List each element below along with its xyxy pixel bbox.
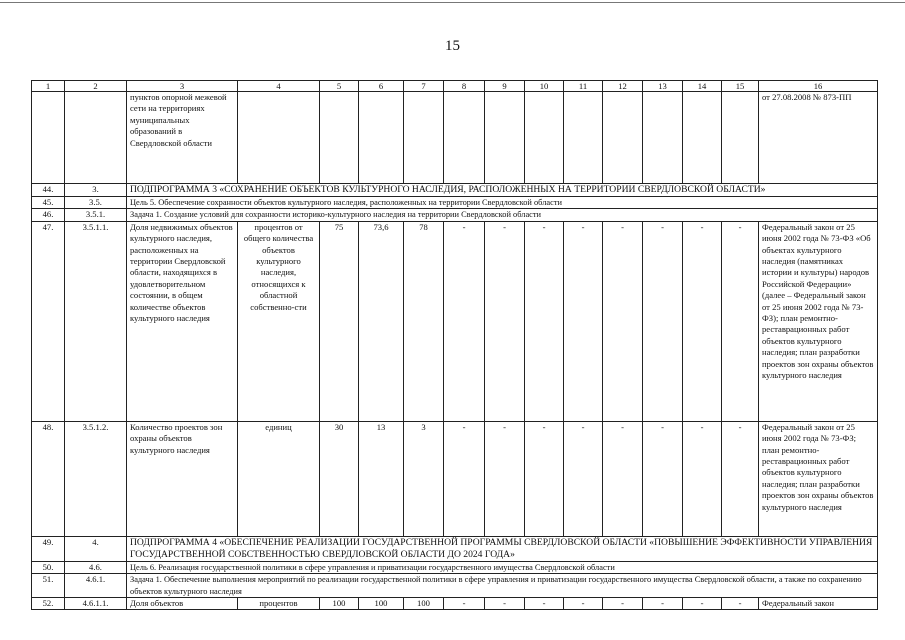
task-row: [32, 209, 878, 221]
value: -: [603, 421, 643, 536]
subprogram-title: ПОДПРОГРАММА 4 «ОБЕСПЕЧЕНИЕ РЕАЛИЗАЦИИ ГОСУДАРСТВЕННОЙ ПРОГРАММЫ СВЕРДЛОВСКОЙ ОБЛАСТИ «ПОВЫШЕНИЕ ЭФФЕКТИВНОСТИ УПРАВЛЕНИЯ ГОСУДАРСТВЕННОЙ СОБСТВЕННОСТЬЮ СВЕРДЛОВСКОЙ ОБЛАСТИ ДО 2024 ГОДА»: [127, 536, 878, 561]
col-number: 2: [65, 81, 127, 92]
value: -: [722, 221, 759, 421]
source-document: Федеральный закон: [759, 598, 878, 610]
value: -: [643, 221, 683, 421]
value: 100: [320, 598, 359, 610]
subprogram-title: ПОДПРОГРАММА 3 «СОХРАНЕНИЕ ОБЪЕКТОВ КУЛЬТУРНОГО НАСЛЕДИЯ, РАСПОЛОЖЕННЫХ НА ТЕРРИТОРИИ СВЕРДЛОВСКОЙ ОБЛАСТИ»: [127, 184, 878, 197]
value: -: [444, 421, 485, 536]
table-row: [32, 92, 878, 184]
goal-row: [32, 197, 878, 209]
source-document: от 27.08.2008 № 873-ПП: [759, 92, 878, 184]
task-row: [32, 574, 878, 598]
value: -: [485, 598, 525, 610]
row-code: 3.5.1.2.: [65, 421, 127, 536]
value: -: [444, 598, 485, 610]
row-number: 45.: [32, 197, 65, 209]
row-number: 47.: [32, 221, 65, 421]
value: -: [564, 598, 603, 610]
row-code: 3.5.1.: [65, 209, 127, 221]
unit: процентов: [238, 598, 320, 610]
value: -: [525, 221, 564, 421]
row-number: 51.: [32, 574, 65, 598]
row-number: 50.: [32, 561, 65, 573]
indicator-row: [32, 421, 878, 536]
goal-text: Цель 6. Реализация государственной политики в сфере управления и приватизации государственного имущества Свердловской области: [127, 561, 878, 573]
row-code: 4.6.1.: [65, 574, 127, 598]
value: -: [683, 421, 722, 536]
value: -: [485, 221, 525, 421]
subprogram-row: [32, 536, 878, 561]
value: -: [485, 421, 525, 536]
col-number: 16: [759, 81, 878, 92]
indicator-name: Доля недвижимых объектов культурного наследия, расположенных на территории Свердловской области, находящихся в удовлетворительном состоянии, в общем количестве объектов культурного наследия: [127, 221, 238, 421]
value: -: [683, 598, 722, 610]
row-code: 4.6.: [65, 561, 127, 573]
value: 73,6: [359, 221, 404, 421]
task-text: Задача 1. Создание условий для сохранности историко-культурного наследия на территории Свердловской области: [127, 209, 878, 221]
row-code: 3.5.1.1.: [65, 221, 127, 421]
subprogram-row: [32, 184, 878, 197]
value: 30: [320, 421, 359, 536]
row-number: 46.: [32, 209, 65, 221]
value: -: [603, 598, 643, 610]
value: 75: [320, 221, 359, 421]
task-text: Задача 1. Обеспечение выполнения мероприятий по реализации государственной политики в сфере управления и приватизации государственного имущества Свердловской области, а также по сохранению объектов культурного наследия: [127, 574, 878, 598]
col-number: 8: [444, 81, 485, 92]
goal-text: Цель 5. Обеспечение сохранности объектов культурного наследия, расположенных на территории Свердловской области: [127, 197, 878, 209]
indicator-name: пунктов опорной межевой сети на территориях муниципальных образований в Свердловской области: [127, 92, 238, 184]
value: -: [525, 421, 564, 536]
row-number: 52.: [32, 598, 65, 610]
indicator-row: [32, 221, 878, 421]
col-number: 7: [404, 81, 444, 92]
col-number: 9: [485, 81, 525, 92]
value: 3: [404, 421, 444, 536]
indicator-name: Количество проектов зон охраны объектов культурного наследия: [127, 421, 238, 536]
value: -: [444, 221, 485, 421]
page-number: 15: [445, 38, 460, 54]
value: -: [683, 221, 722, 421]
indicator-row: [32, 598, 878, 610]
value: -: [722, 598, 759, 610]
value: 100: [359, 598, 404, 610]
row-code: 4.: [65, 536, 127, 561]
row-number: 44.: [32, 184, 65, 197]
indicators-table: [31, 80, 878, 610]
unit: процентов от общего количества объектов культурного наследия, относящихся к областной собственно-сти: [238, 221, 320, 421]
col-number: 1: [32, 81, 65, 92]
source-document: Федеральный закон от 25 июня 2002 года № 73-ФЗ «Об объектах культурного наследия (памятниках истории и культуры) народов Российской Федерации» (далее – Федеральный закон от 25 июня 2002 года № 73-ФЗ); план ремонтно-реставрационных работ объектов культурного наследия; план разработки проектов зон охраны объектов культурного наследия: [759, 221, 878, 421]
row-code: 4.6.1.1.: [65, 598, 127, 610]
value: -: [603, 221, 643, 421]
value: -: [525, 598, 564, 610]
value: 100: [404, 598, 444, 610]
col-number: 13: [643, 81, 683, 92]
row-number: 48.: [32, 421, 65, 536]
col-number: 14: [683, 81, 722, 92]
col-number: 12: [603, 81, 643, 92]
goal-row: [32, 561, 878, 573]
value: 13: [359, 421, 404, 536]
source-document: Федеральный закон от 25 июня 2002 года № 73-ФЗ; план ремонтно-реставрационных работ объектов культурного наследия; план разработки проектов зон охраны объектов культурного наследия: [759, 421, 878, 536]
value: -: [564, 221, 603, 421]
col-number: 5: [320, 81, 359, 92]
row-code: 3.: [65, 184, 127, 197]
value: -: [643, 598, 683, 610]
value: -: [643, 421, 683, 536]
page-top-rule: [0, 2, 905, 3]
col-number: 15: [722, 81, 759, 92]
col-number: 4: [238, 81, 320, 92]
unit: единиц: [238, 421, 320, 536]
col-number: 10: [525, 81, 564, 92]
col-number: 6: [359, 81, 404, 92]
value: 78: [404, 221, 444, 421]
col-number: 3: [127, 81, 238, 92]
row-number: 49.: [32, 536, 65, 561]
value: -: [722, 421, 759, 536]
col-number: 11: [564, 81, 603, 92]
column-numbers-row: [32, 81, 878, 92]
indicator-name: Доля объектов: [127, 598, 238, 610]
value: -: [564, 421, 603, 536]
row-code: 3.5.: [65, 197, 127, 209]
